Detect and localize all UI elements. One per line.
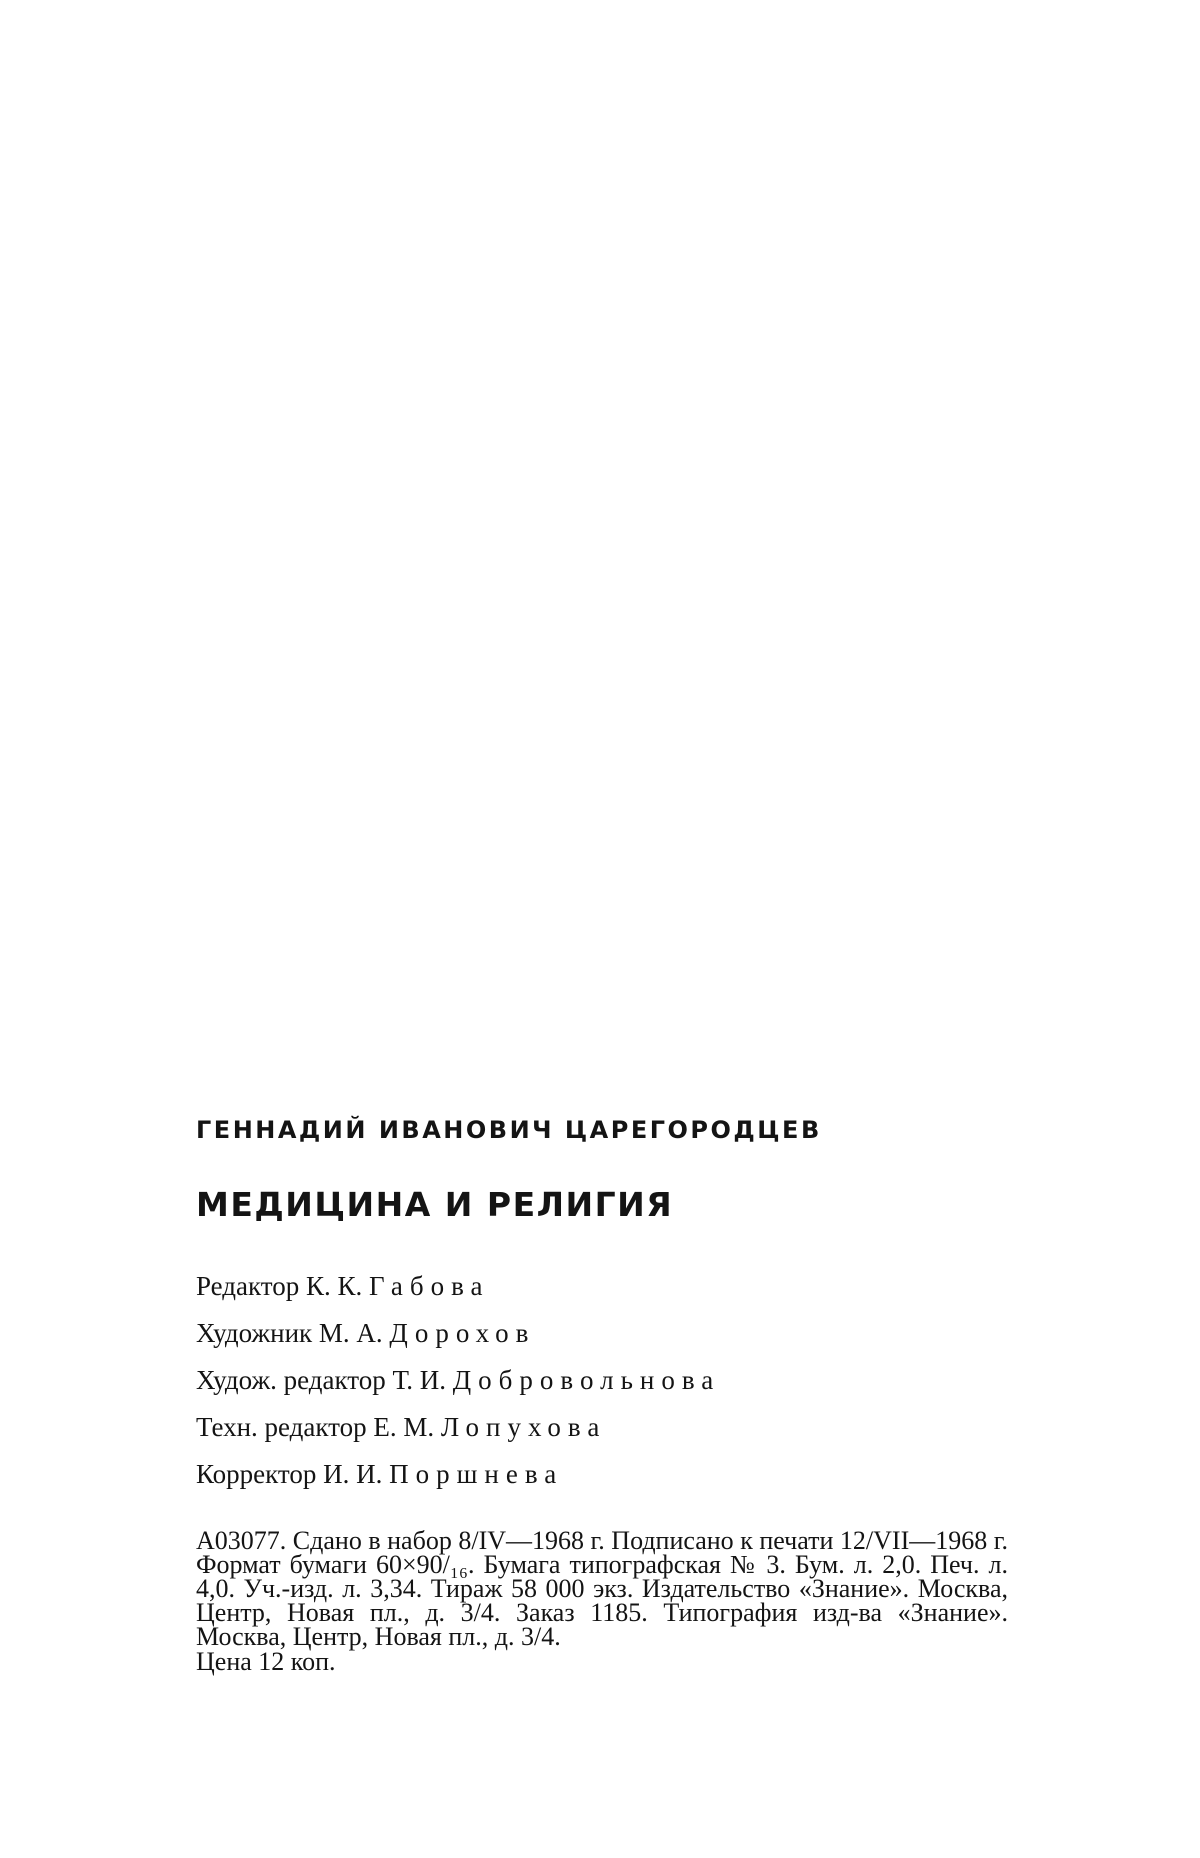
credit-person: Поршнева (389, 1459, 564, 1489)
credit-artist (196, 1310, 1016, 1357)
credit-tech-editor (196, 1404, 1016, 1451)
credits-list (196, 1263, 1016, 1498)
author-name: ГЕННАДИЙ ИВАНОВИЧ ЦАРЕГОРОДЦЕВ (196, 1116, 822, 1144)
credit-person: Лопухова (440, 1412, 607, 1442)
credit-role: Редактор К. К. (196, 1271, 363, 1301)
credit-editor (196, 1263, 1016, 1310)
credit-role: Техн. редактор Е. М. (196, 1412, 435, 1442)
credit-role: Корректор И. И. (196, 1459, 383, 1489)
credit-role: Худож. редактор Т. И. (196, 1365, 446, 1395)
imprint-details: А03077. Сдано в набор 8/IV—1968 г. Подписано к печати 12/VII—1968 г. Формат бумаги 60×90/₁₆. Бумага типографская № 3. Бум. л. 2,0. Печ. л. 4,0. Уч.-изд. л. 3,34. Тираж 58 000 экз. Издательство «Знание». Москва, Центр, Новая пл., д. 3/4. Заказ 1185. Типография изд-ва «Знание». Москва, Центр, Новая пл., д. 3/4. (196, 1526, 1008, 1651)
price: Цена 12 коп. (196, 1647, 336, 1676)
credit-person: Дорохов (389, 1318, 536, 1348)
book-title: МЕДИЦИНА И РЕЛИГИЯ (196, 1185, 674, 1224)
credit-proofreader (196, 1451, 1016, 1498)
credit-art-editor (196, 1357, 1016, 1404)
credit-person: Добровольнова (452, 1365, 721, 1395)
credit-person: Габова (368, 1271, 490, 1301)
colophon (196, 1115, 1016, 1675)
credit-role: Художник М. А. (196, 1318, 383, 1348)
